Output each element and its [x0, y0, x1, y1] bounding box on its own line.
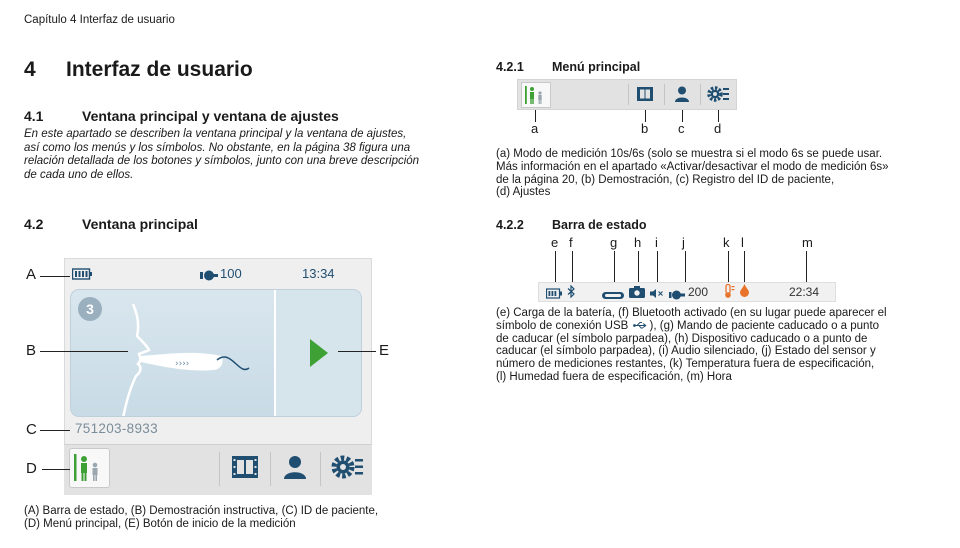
caption-line: (A) Barra de estado, (B) Demostración instructiva, (C) ID de paciente,: [24, 505, 379, 517]
menu-mode-item[interactable]: [521, 82, 551, 108]
measurement-mode-button[interactable]: [69, 448, 110, 488]
desc-line: (a) Modo de medición 10s/6s (solo se muestra si el modo 6s se puede usar.: [496, 148, 883, 160]
settings-button[interactable]: [331, 454, 363, 485]
menu-separator: [664, 84, 665, 105]
start-measurement-button[interactable]: [310, 339, 328, 372]
device-figure-caption: [24, 505, 484, 531]
callout-d: D: [26, 460, 37, 477]
callout-line: [40, 276, 70, 277]
menu-demo-item[interactable]: [637, 87, 653, 106]
callout-line: [42, 469, 70, 470]
section-title: Ventana principal: [82, 216, 198, 232]
letter-c: c: [678, 121, 685, 136]
demo-film-button[interactable]: [232, 456, 258, 483]
intro-line: relación detallada de los botones y símbolos, junto con una breve descripción: [24, 155, 420, 167]
patient-id[interactable]: 751203-8933: [75, 421, 158, 436]
sensor-count: 100: [220, 266, 242, 281]
menu-separator: [270, 452, 271, 486]
humidity-warning-icon: [740, 284, 749, 302]
callout-tick: [806, 251, 807, 282]
desc-text: ), (g) Mando de paciente caducado o a punto: [649, 319, 880, 332]
section-number: 4.2.1: [496, 60, 524, 74]
status-time: 13:34: [302, 266, 335, 281]
svg-text:››››: ››››: [175, 359, 190, 369]
running-header: Capítulo 4 Interfaz de usuario: [24, 14, 175, 26]
callout-tick: [638, 251, 639, 282]
letter-i: i: [655, 235, 658, 250]
callout-tick: [685, 251, 686, 282]
callout-line: [338, 351, 376, 352]
callout-tick: [728, 251, 729, 282]
sensor-icon: [669, 287, 685, 305]
desc-line: número de mediciones restantes, (k) Temperatura fuera de especificación,: [496, 358, 875, 371]
section-number: 4.1: [24, 108, 44, 124]
gear-icon: [331, 454, 363, 480]
film-icon: [232, 456, 258, 478]
letter-l: l: [741, 235, 744, 250]
letter-m: m: [802, 235, 813, 250]
desc-line: (l) Humedad fuera de especificación, (m) Hora: [496, 370, 732, 383]
intro-line: En este apartado se describen la ventana principal y la ventana de ajustes,: [24, 128, 407, 140]
section-number: 4.2.2: [496, 218, 524, 232]
letter-k: k: [723, 235, 730, 250]
callout-tick: [555, 251, 556, 282]
status-time: 22:34: [789, 285, 820, 299]
temperature-warning-icon: [723, 284, 735, 303]
callout-tick: [572, 251, 573, 282]
device-icon: [629, 285, 645, 303]
intro-line: de cada uno de ellos.: [24, 168, 134, 181]
callout-tick: [744, 251, 745, 282]
chapter-title-text: Interfaz de usuario: [66, 58, 253, 81]
callout-tick: [614, 251, 615, 282]
desc-line: de caducar (el símbolo parpadea), (h) Dispositivo caducado o a punto de: [496, 332, 868, 345]
section-4-2-heading: [24, 216, 198, 232]
sensor-icon: [200, 268, 218, 286]
desc-line: [496, 307, 956, 320]
callout-b: B: [26, 342, 37, 359]
main-menu-description: [496, 148, 956, 199]
bluetooth-icon: [567, 285, 576, 303]
battery-icon: [546, 286, 562, 304]
section-4-2-1-heading: [496, 60, 640, 74]
battery-icon: [72, 267, 92, 285]
adult-child-icon: [70, 449, 109, 487]
person-icon: [284, 455, 306, 479]
person-icon: [675, 86, 689, 102]
callout-c: C: [26, 421, 37, 438]
usb-icon: [633, 321, 649, 330]
section-4-1-heading: [24, 108, 339, 124]
section-title: Menú principal: [552, 60, 641, 74]
desc-line: Más información en el apartado «Activar/desactivar el modo de medición 6s»: [496, 160, 889, 173]
status-bar-description: [496, 307, 956, 384]
patient-id-button[interactable]: [284, 455, 306, 484]
menu-separator: [700, 84, 701, 105]
menu-patient-item[interactable]: [675, 86, 689, 107]
section-4-1-intro: [24, 128, 479, 182]
section-number: 4.2: [24, 216, 44, 232]
callout-line: [40, 351, 128, 352]
letter-f: f: [569, 235, 573, 250]
letter-g: g: [610, 235, 618, 250]
desc-text: (e) Carga de la batería, (f) Bluetooth activado (en su lugar puede aparecer el: [496, 307, 887, 319]
caption-line: (D) Menú principal, (E) Botón de inicio de la medición: [24, 517, 296, 530]
audio-muted-icon: [650, 286, 664, 304]
gear-icon: [707, 85, 729, 103]
letter-h: h: [634, 235, 642, 250]
sensor-count: 200: [688, 285, 709, 299]
callout-e: E: [379, 342, 390, 359]
chapter-title: [24, 58, 253, 82]
menu-separator: [628, 84, 629, 105]
letter-j: j: [682, 235, 685, 250]
menu-separator: [320, 452, 321, 486]
menu-settings-item[interactable]: [707, 85, 729, 108]
letter-d: d: [714, 121, 722, 136]
film-icon: [637, 87, 653, 101]
section-title: Ventana principal y ventana de ajustes: [82, 108, 339, 124]
callout-tick: [657, 251, 658, 282]
demo-step-badge: 3: [78, 297, 102, 321]
letter-e: e: [551, 235, 559, 250]
menu-separator: [219, 452, 220, 486]
chapter-number: 4: [24, 58, 36, 81]
callout-a: A: [26, 266, 37, 283]
intro-line: así como los menús y los símbolos. No obstante, en la página 38 figura una: [24, 141, 411, 154]
desc-line: (d) Ajustes: [496, 186, 551, 199]
section-4-2-2-heading: [496, 218, 646, 232]
desc-line: de la página 20, (b) Demostración, (c) Registro del ID de paciente,: [496, 173, 835, 186]
section-title: Barra de estado: [552, 218, 647, 232]
desc-line: caducar (el símbolo parpadea), (i) Audio silenciado, (j) Estado del sensor y: [496, 345, 876, 358]
desc-line: [496, 320, 956, 333]
play-icon: [310, 339, 328, 367]
letter-a: a: [531, 121, 539, 136]
device-main-menu: [64, 444, 372, 495]
desc-text: símbolo de conexión USB: [496, 319, 629, 332]
callout-line: [40, 430, 70, 431]
adult-child-icon: [522, 83, 550, 107]
patient-handset-icon: [602, 287, 624, 305]
letter-b: b: [641, 121, 649, 136]
